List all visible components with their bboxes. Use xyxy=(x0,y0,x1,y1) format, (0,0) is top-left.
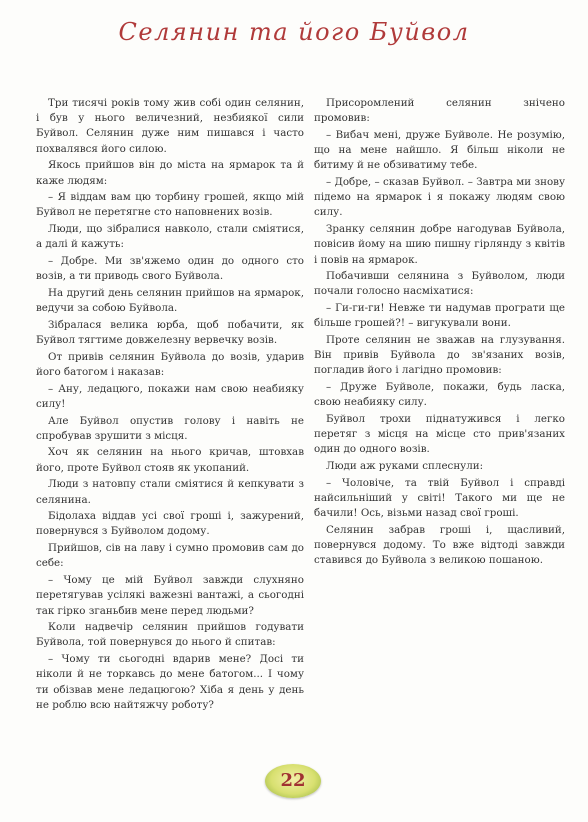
paragraph: Зібралася велика юрба, щоб побачити, як Буйвол тягтиме довжелезну вервечку возів. xyxy=(36,318,304,347)
left-column xyxy=(36,96,304,714)
paragraph: Бідолаха віддав усі свої гроші і, зажурений, повернувся з Буйволом додому. xyxy=(36,510,304,538)
paragraph: От привів селянин Буйвола до возів, ударив його батогом і наказав: xyxy=(36,350,304,378)
paragraph: – Вибач мені, друже Буйволе. Не розумію, що на мене найшло. Я більш ніколи не битиму й не обзиватиму тебе. xyxy=(314,128,565,172)
paragraph: – Добре. Ми зв'яжемо один до одного сто возів, а ти приводь свого Буйвола. xyxy=(36,255,304,283)
paragraph: Люди, що зібралися навколо, стали сміятися, а далі й кажуть: xyxy=(36,223,304,251)
paragraph: На другий день селянин прийшов на ярмарок, ведучи за собою Буйвола. xyxy=(36,286,304,315)
paragraph: Зранку селянин добре нагодував Буйвола, повісив йому на шию пишну гірлянду з квітів і повів на ярмарок. xyxy=(314,223,565,266)
paragraph: Три тисячі років тому жив собі один селянин, і був у нього величезний, незбиякої сили Буйвол. Селянин дуже ним пишався і часто похвалявся його силою. xyxy=(36,97,304,155)
paragraph: – Ги-ги-ги! Невже ти надумав програти ще більше грошей?! – вигукували вони. xyxy=(314,302,565,330)
page-number-badge xyxy=(265,764,321,798)
paragraph: – Друже Буйволе, покажи, будь ласка, свою неабияку силу. xyxy=(314,381,565,409)
paragraph: Буйвол трохи піднатужився і легко перетяг з місця на місце сто прив'язаних один до одного возів. xyxy=(314,413,565,456)
paragraph: Прийшов, сів на лаву і сумно промовив сам до себе: xyxy=(36,542,304,570)
paragraph: Селянин забрав гроші і, щасливий, повернувся додому. То вже відтоді завжди ставився до Буйвола з великою пошаною. xyxy=(314,523,565,567)
right-column xyxy=(314,96,565,570)
paragraph: – Я віддам вам цю торбину грошей, якщо мій Буйвол не перетягне сто наповнених возів. xyxy=(36,191,304,219)
paragraph: Люди аж руками сплеснули: xyxy=(326,460,484,473)
paragraph: Коли надвечір селянин прийшов годувати Буйвола, той повернувся до нього й спитав: xyxy=(36,621,304,649)
paragraph: – Ану, ледацюго, покажи нам свою неабияку силу! xyxy=(36,382,304,410)
paragraph: Побачивши селянина з Буйволом, люди почали голосно насміхатися: xyxy=(314,270,565,298)
paragraph: Люди з натовпу стали сміятися й кепкувати з селянина. xyxy=(36,478,304,506)
paragraph: – Чому це мій Буйвол завжди слухняно перетягував усілякі важезні вантажі, а сьогодні так гірко зганьбив мене перед людьми? xyxy=(36,574,304,617)
paragraph: – Чому ти сьогодні вдарив мене? Досі ти ніколи й не торкавсь до мене батогом... І чому ти обізвав мене ледацюгою? Хіба я день у день не роблю всю найтяжчу роботу? xyxy=(36,653,304,711)
paragraph: Хоч як селянин на нього кричав, штовхав його, проте Буйвол стояв як укопаний. xyxy=(36,446,304,474)
paragraph: Проте селянин не зважав на глузування. Він привів Буйвола до зв'язаних возів, погладив його і лагідно промовив: xyxy=(314,334,565,377)
paragraph: – Добре, – сказав Буйвол. – Завтра ми знову підемо на ярмарок і я покажу людям свою силу. xyxy=(314,176,565,219)
paragraph: Але Буйвол опустив голову і навіть не спробував зрушити з місця. xyxy=(36,414,304,442)
story-title: Селянин та його Буйвол xyxy=(118,18,470,46)
page-number: 22 xyxy=(280,770,306,791)
paragraph: Якось прийшов він до міста на ярмарок та й каже людям: xyxy=(36,159,304,187)
paragraph: – Чоловіче, та твій Буйвол і справді найсильніший у світі! Такого ми ще не бачили! Ось, візьми назад свої гроші. xyxy=(314,476,565,520)
paragraph: Присоромлений селянин знічено промовив: xyxy=(314,97,565,125)
